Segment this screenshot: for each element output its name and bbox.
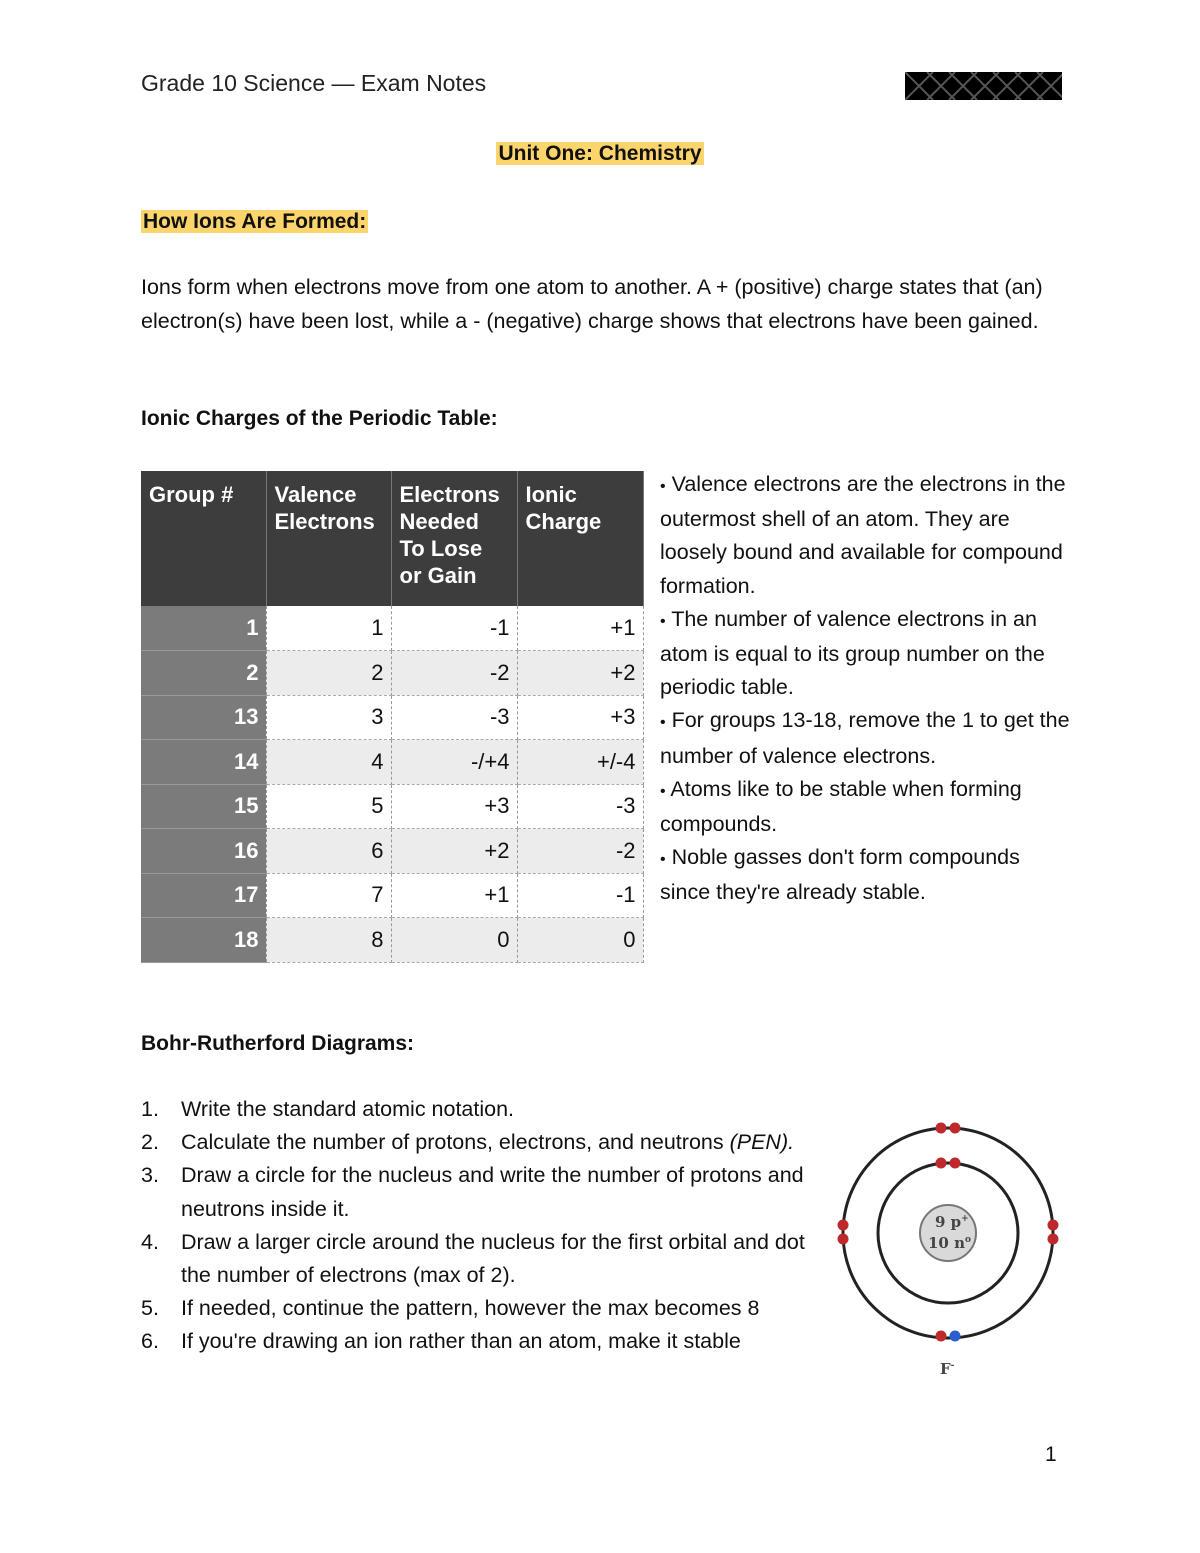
unit-title-text: Unit One: Chemistry (498, 142, 702, 165)
step-number: 2. (141, 1130, 159, 1155)
step-item (141, 1126, 831, 1159)
step-number: 1. (141, 1097, 159, 1121)
table-cell: +3 (517, 695, 643, 740)
bullet-icon: • (660, 782, 666, 800)
electron-dot (838, 1220, 849, 1231)
step-text: Draw a circle for the nucleus and write the number of protons and neutrons inside it. (181, 1163, 804, 1221)
note-item (660, 773, 1070, 841)
table-body (141, 606, 643, 962)
step-item (141, 1292, 831, 1325)
bohr-steps-list (141, 1093, 831, 1359)
step-text: Calculate the number of protons, electrons, and neutrons (181, 1130, 724, 1155)
table-cell: +/-4 (517, 740, 643, 785)
step-item (141, 1093, 831, 1126)
column-header: Electrons Needed To Lose or Gain (391, 471, 517, 606)
table-header-row (141, 471, 643, 606)
diagram-ion-label: F- (940, 1360, 955, 1378)
electron-dot (950, 1158, 961, 1169)
table-cell: 2 (266, 651, 391, 696)
table-cell: -2 (517, 829, 643, 874)
table-cell: 1 (266, 606, 391, 651)
electron-dot (1048, 1234, 1059, 1245)
note-item (660, 603, 1070, 705)
step-number: 6. (141, 1329, 159, 1354)
bohr-diagram-fluoride (832, 1115, 1072, 1385)
bullet-icon: • (660, 612, 666, 630)
group-cell: 18 (141, 918, 266, 963)
group-cell: 17 (141, 873, 266, 918)
electron-dot (838, 1234, 849, 1245)
note-text: The number of valence electrons in an atom is equal to its group number on the periodic table. (660, 606, 1045, 700)
ions-heading-text: How Ions Are Formed: (143, 210, 367, 233)
note-text: For groups 13-18, remove the 1 to get the number of valence electrons. (660, 708, 1070, 768)
electron-dot (936, 1331, 947, 1342)
nucleus-protons: 9 p+ (935, 1213, 969, 1231)
table-row (141, 829, 643, 874)
page-number: 1 (1045, 1443, 1057, 1466)
note-text: Valence electrons are the electrons in the outermost shell of an atom. They are loosely bound and available for compound formation. (660, 472, 1066, 598)
group-cell: 13 (141, 695, 266, 740)
table-cell: 3 (266, 695, 391, 740)
electron-dot (1048, 1220, 1059, 1231)
note-item (660, 468, 1070, 603)
table-heading: Ionic Charges of the Periodic Table: (141, 407, 498, 430)
note-item (660, 841, 1070, 909)
table-row (141, 695, 643, 740)
bullet-icon: • (660, 714, 666, 732)
electron-dot (936, 1123, 947, 1134)
step-item (141, 1226, 831, 1292)
table-cell: +1 (517, 606, 643, 651)
table-cell: -/+4 (391, 740, 517, 785)
table-cell: 6 (266, 829, 391, 874)
table-cell: -1 (391, 606, 517, 651)
table-cell: 5 (266, 784, 391, 829)
group-cell: 15 (141, 784, 266, 829)
ions-heading (141, 210, 368, 234)
ions-paragraph: Ions form when electrons move from one atom to another. A + (positive) charge states that (an) electron(s) have been lost, while a - (negative) charge shows that electrons have been gained. (141, 275, 1043, 333)
bullet-icon: • (660, 478, 666, 495)
table-row (141, 740, 643, 785)
step-text: Draw a larger circle around the nucleus for the first orbital and dot the number of electrons (max of 2). (181, 1229, 805, 1288)
unit-title (0, 142, 1200, 166)
step-number: 5. (141, 1296, 159, 1321)
column-header: Ionic Charge (517, 471, 643, 606)
table-cell: -2 (391, 651, 517, 696)
step-text: If needed, continue the pattern, however the max becomes 8 (181, 1296, 760, 1321)
table-cell: 0 (517, 918, 643, 963)
table-row (141, 784, 643, 829)
table-cell: +2 (391, 829, 517, 874)
table-cell: +2 (517, 651, 643, 696)
table-cell: -3 (391, 695, 517, 740)
table-cell: 8 (266, 918, 391, 963)
step-text: If you're drawing an ion rather than an atom, make it stable (181, 1329, 741, 1354)
group-cell: 16 (141, 829, 266, 874)
group-cell: 1 (141, 606, 266, 651)
group-cell: 14 (141, 740, 266, 785)
column-header: Valence Electrons (266, 471, 391, 606)
bohr-heading: Bohr-Rutherford Diagrams: (141, 1032, 415, 1055)
step-item (141, 1325, 831, 1358)
step-text: Write the standard atomic notation. (181, 1097, 515, 1121)
column-header: Group # (141, 471, 266, 606)
electron-dot (936, 1158, 947, 1169)
nucleus-neutrons: 10 $n^o$ (928, 1234, 972, 1252)
table-row (141, 918, 643, 963)
table-cell: 0 (391, 918, 517, 963)
ionic-charges-table (141, 471, 644, 963)
table-cell: 7 (266, 873, 391, 918)
table-row (141, 873, 643, 918)
table-row (141, 651, 643, 696)
table-row (141, 606, 643, 651)
table-cell: +3 (391, 784, 517, 829)
valence-notes (660, 468, 1070, 910)
header-title: Grade 10 Science — Exam Notes (141, 70, 487, 96)
group-cell: 2 (141, 651, 266, 696)
electron-dot (950, 1123, 961, 1134)
note-item (660, 704, 1070, 772)
table-cell: -3 (517, 784, 643, 829)
table-cell: +1 (391, 873, 517, 918)
redacted-name-block (905, 72, 1062, 100)
table-cell: 4 (266, 740, 391, 785)
step-italic-text: (PEN). (729, 1130, 795, 1155)
electron-dot (950, 1331, 961, 1342)
step-number: 4. (141, 1229, 159, 1254)
bullet-icon: • (660, 851, 666, 869)
redaction-pattern (905, 72, 1062, 100)
note-text: Atoms like to be stable when forming compounds. (660, 776, 1022, 837)
note-text: Noble gasses don't form compounds since they're already stable. (660, 845, 1020, 905)
step-item (141, 1159, 831, 1225)
step-number: 3. (141, 1163, 159, 1188)
table-cell: -1 (517, 873, 643, 918)
